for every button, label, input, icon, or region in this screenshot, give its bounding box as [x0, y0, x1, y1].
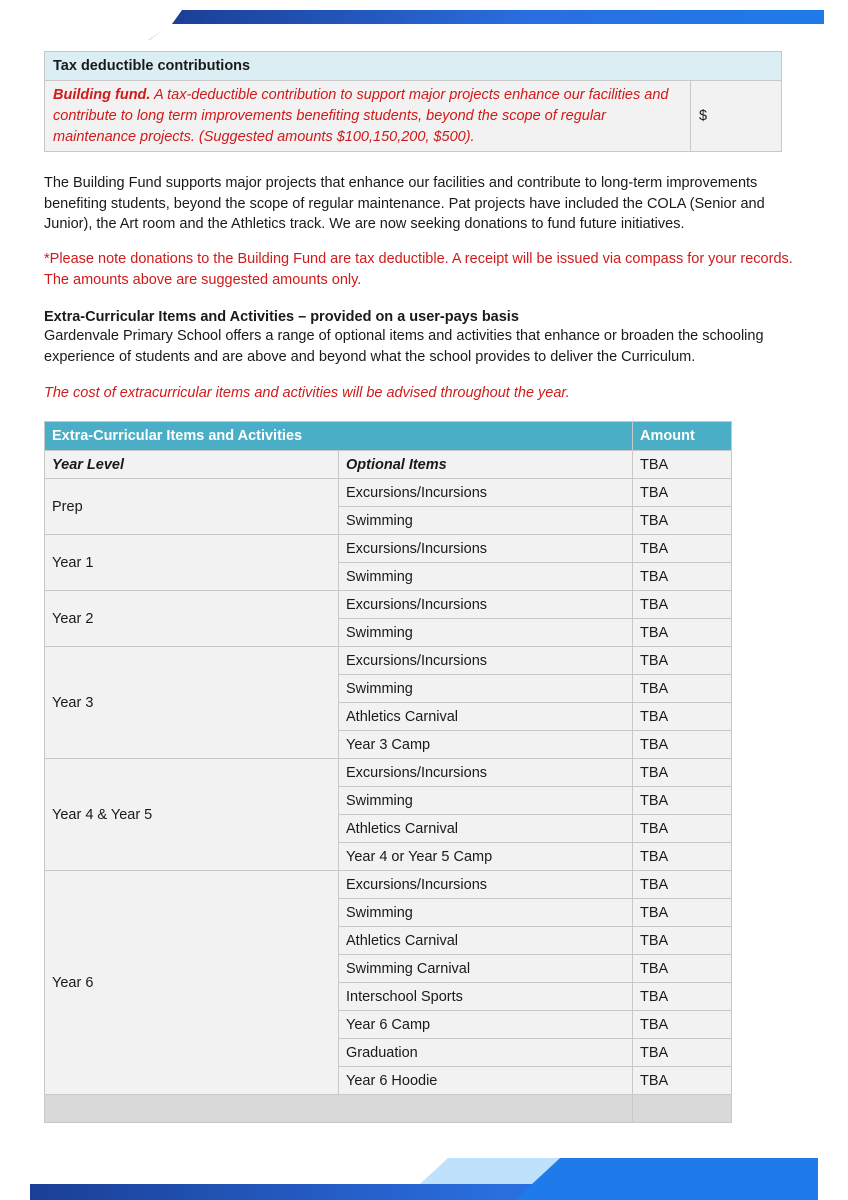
- optional-item-cell: Swimming: [339, 899, 633, 927]
- building-fund-name: Building fund.: [53, 86, 151, 103]
- table-row: [45, 535, 732, 563]
- amount-cell: TBA: [633, 843, 732, 871]
- amount-cell: TBA: [633, 731, 732, 759]
- amount-cell: TBA: [633, 675, 732, 703]
- building-fund-amount[interactable]: $: [691, 81, 782, 152]
- optional-item-cell: Year 4 or Year 5 Camp: [339, 843, 633, 871]
- building-fund-row: [45, 81, 782, 152]
- optional-item-cell: Excursions/Incursions: [339, 479, 633, 507]
- optional-item-cell: Interschool Sports: [339, 983, 633, 1011]
- optional-item-cell: Excursions/Incursions: [339, 759, 633, 787]
- optional-item-cell: Swimming: [339, 619, 633, 647]
- optional-item-cell: Swimming Carnival: [339, 955, 633, 983]
- optional-item-cell: Year 3 Camp: [339, 731, 633, 759]
- optional-item-cell: Excursions/Incursions: [339, 647, 633, 675]
- optional-item-cell: Swimming: [339, 507, 633, 535]
- amount-cell: TBA: [633, 507, 732, 535]
- amount-cell: TBA: [633, 619, 732, 647]
- extra-table-title: Extra-Curricular Items and Activities: [45, 422, 633, 451]
- optional-item-cell: Year 6 Camp: [339, 1011, 633, 1039]
- amount-cell: TBA: [633, 1011, 732, 1039]
- cost-note: The cost of extracurricular items and activities will be advised throughout the year.: [44, 385, 570, 401]
- header-band: [0, 10, 848, 40]
- optional-item-cell: Swimming: [339, 563, 633, 591]
- amount-cell: TBA: [633, 899, 732, 927]
- amount-subheader: TBA: [633, 451, 732, 479]
- optional-item-cell: Swimming: [339, 787, 633, 815]
- year-level-cell: Year 6: [45, 871, 339, 1095]
- table-row: [45, 479, 732, 507]
- tax-deductible-note: *Please note donations to the Building Fund are tax deductible. A receipt will be issued via compass for your records. The amounts above are suggested amounts only.: [44, 251, 793, 288]
- tax-deductible-table: [44, 51, 782, 152]
- optional-item-cell: Excursions/Incursions: [339, 591, 633, 619]
- optional-item-cell: Year 6 Hoodie: [339, 1067, 633, 1095]
- optional-item-cell: Swimming: [339, 675, 633, 703]
- extra-table-amount-header: Amount: [633, 422, 732, 451]
- building-fund-text: A tax-deductible contribution to support major projects enhance our facilities and contribute to long term improvements benefiting students, beyond the scope of regular maintenance projects. (Suggested amounts $100,150,200, $500).: [53, 86, 669, 145]
- optional-item-cell: Graduation: [339, 1039, 633, 1067]
- amount-cell: TBA: [633, 787, 732, 815]
- tax-table-header: Tax deductible contributions: [45, 52, 782, 81]
- optional-items-header: Optional Items: [339, 451, 633, 479]
- building-fund-paragraph: The Building Fund supports major projects that enhance our facilities and contribute to long-term improvements benefiting students, beyond the scope of regular maintenance. Pat projects have included the COLA (Senior and Junior), the Art room and the Athletics track. We are now seeking donations to fund future initiatives.: [44, 175, 765, 232]
- optional-item-cell: Excursions/Incursions: [339, 871, 633, 899]
- amount-cell: TBA: [633, 871, 732, 899]
- amount-cell: TBA: [633, 1039, 732, 1067]
- table-row: [45, 647, 732, 675]
- table-row: [45, 759, 732, 787]
- optional-item-cell: Athletics Carnival: [339, 815, 633, 843]
- amount-cell: TBA: [633, 759, 732, 787]
- footer-cell: [45, 1095, 633, 1123]
- footer-band: [0, 1158, 848, 1200]
- year-level-cell: Year 4 & Year 5: [45, 759, 339, 871]
- extra-table-body: [45, 479, 732, 1095]
- year-level-cell: Year 3: [45, 647, 339, 759]
- amount-cell: TBA: [633, 647, 732, 675]
- year-level-cell: Year 2: [45, 591, 339, 647]
- tax-table-header-row: [45, 52, 782, 81]
- amount-cell: TBA: [633, 703, 732, 731]
- optional-item-cell: Athletics Carnival: [339, 927, 633, 955]
- extra-curricular-table: [44, 421, 732, 1123]
- extra-table-footer-row: [45, 1095, 732, 1123]
- amount-cell: TBA: [633, 535, 732, 563]
- amount-cell: TBA: [633, 927, 732, 955]
- extra-curricular-paragraph: Gardenvale Primary School offers a range of optional items and activities that enhance or broaden the schooling experience of students and are above and beyond what the school provides to deliver the Curriculum.: [44, 328, 764, 365]
- amount-cell: TBA: [633, 563, 732, 591]
- amount-cell: TBA: [633, 815, 732, 843]
- amount-cell: TBA: [633, 1067, 732, 1095]
- year-level-cell: Year 1: [45, 535, 339, 591]
- table-row: [45, 871, 732, 899]
- amount-cell: TBA: [633, 983, 732, 1011]
- extra-table-subheader-row: [45, 451, 732, 479]
- amount-cell: TBA: [633, 591, 732, 619]
- amount-cell: TBA: [633, 479, 732, 507]
- optional-item-cell: Excursions/Incursions: [339, 535, 633, 563]
- optional-item-cell: Athletics Carnival: [339, 703, 633, 731]
- year-level-header: Year Level: [45, 451, 339, 479]
- extra-curricular-heading: Extra-Curricular Items and Activities – provided on a user-pays basis: [44, 309, 519, 325]
- amount-cell: TBA: [633, 955, 732, 983]
- table-row: [45, 591, 732, 619]
- year-level-cell: Prep: [45, 479, 339, 535]
- footer-amount-cell: [633, 1095, 732, 1123]
- extra-table-header-row: [45, 422, 732, 451]
- building-fund-description: [45, 81, 691, 152]
